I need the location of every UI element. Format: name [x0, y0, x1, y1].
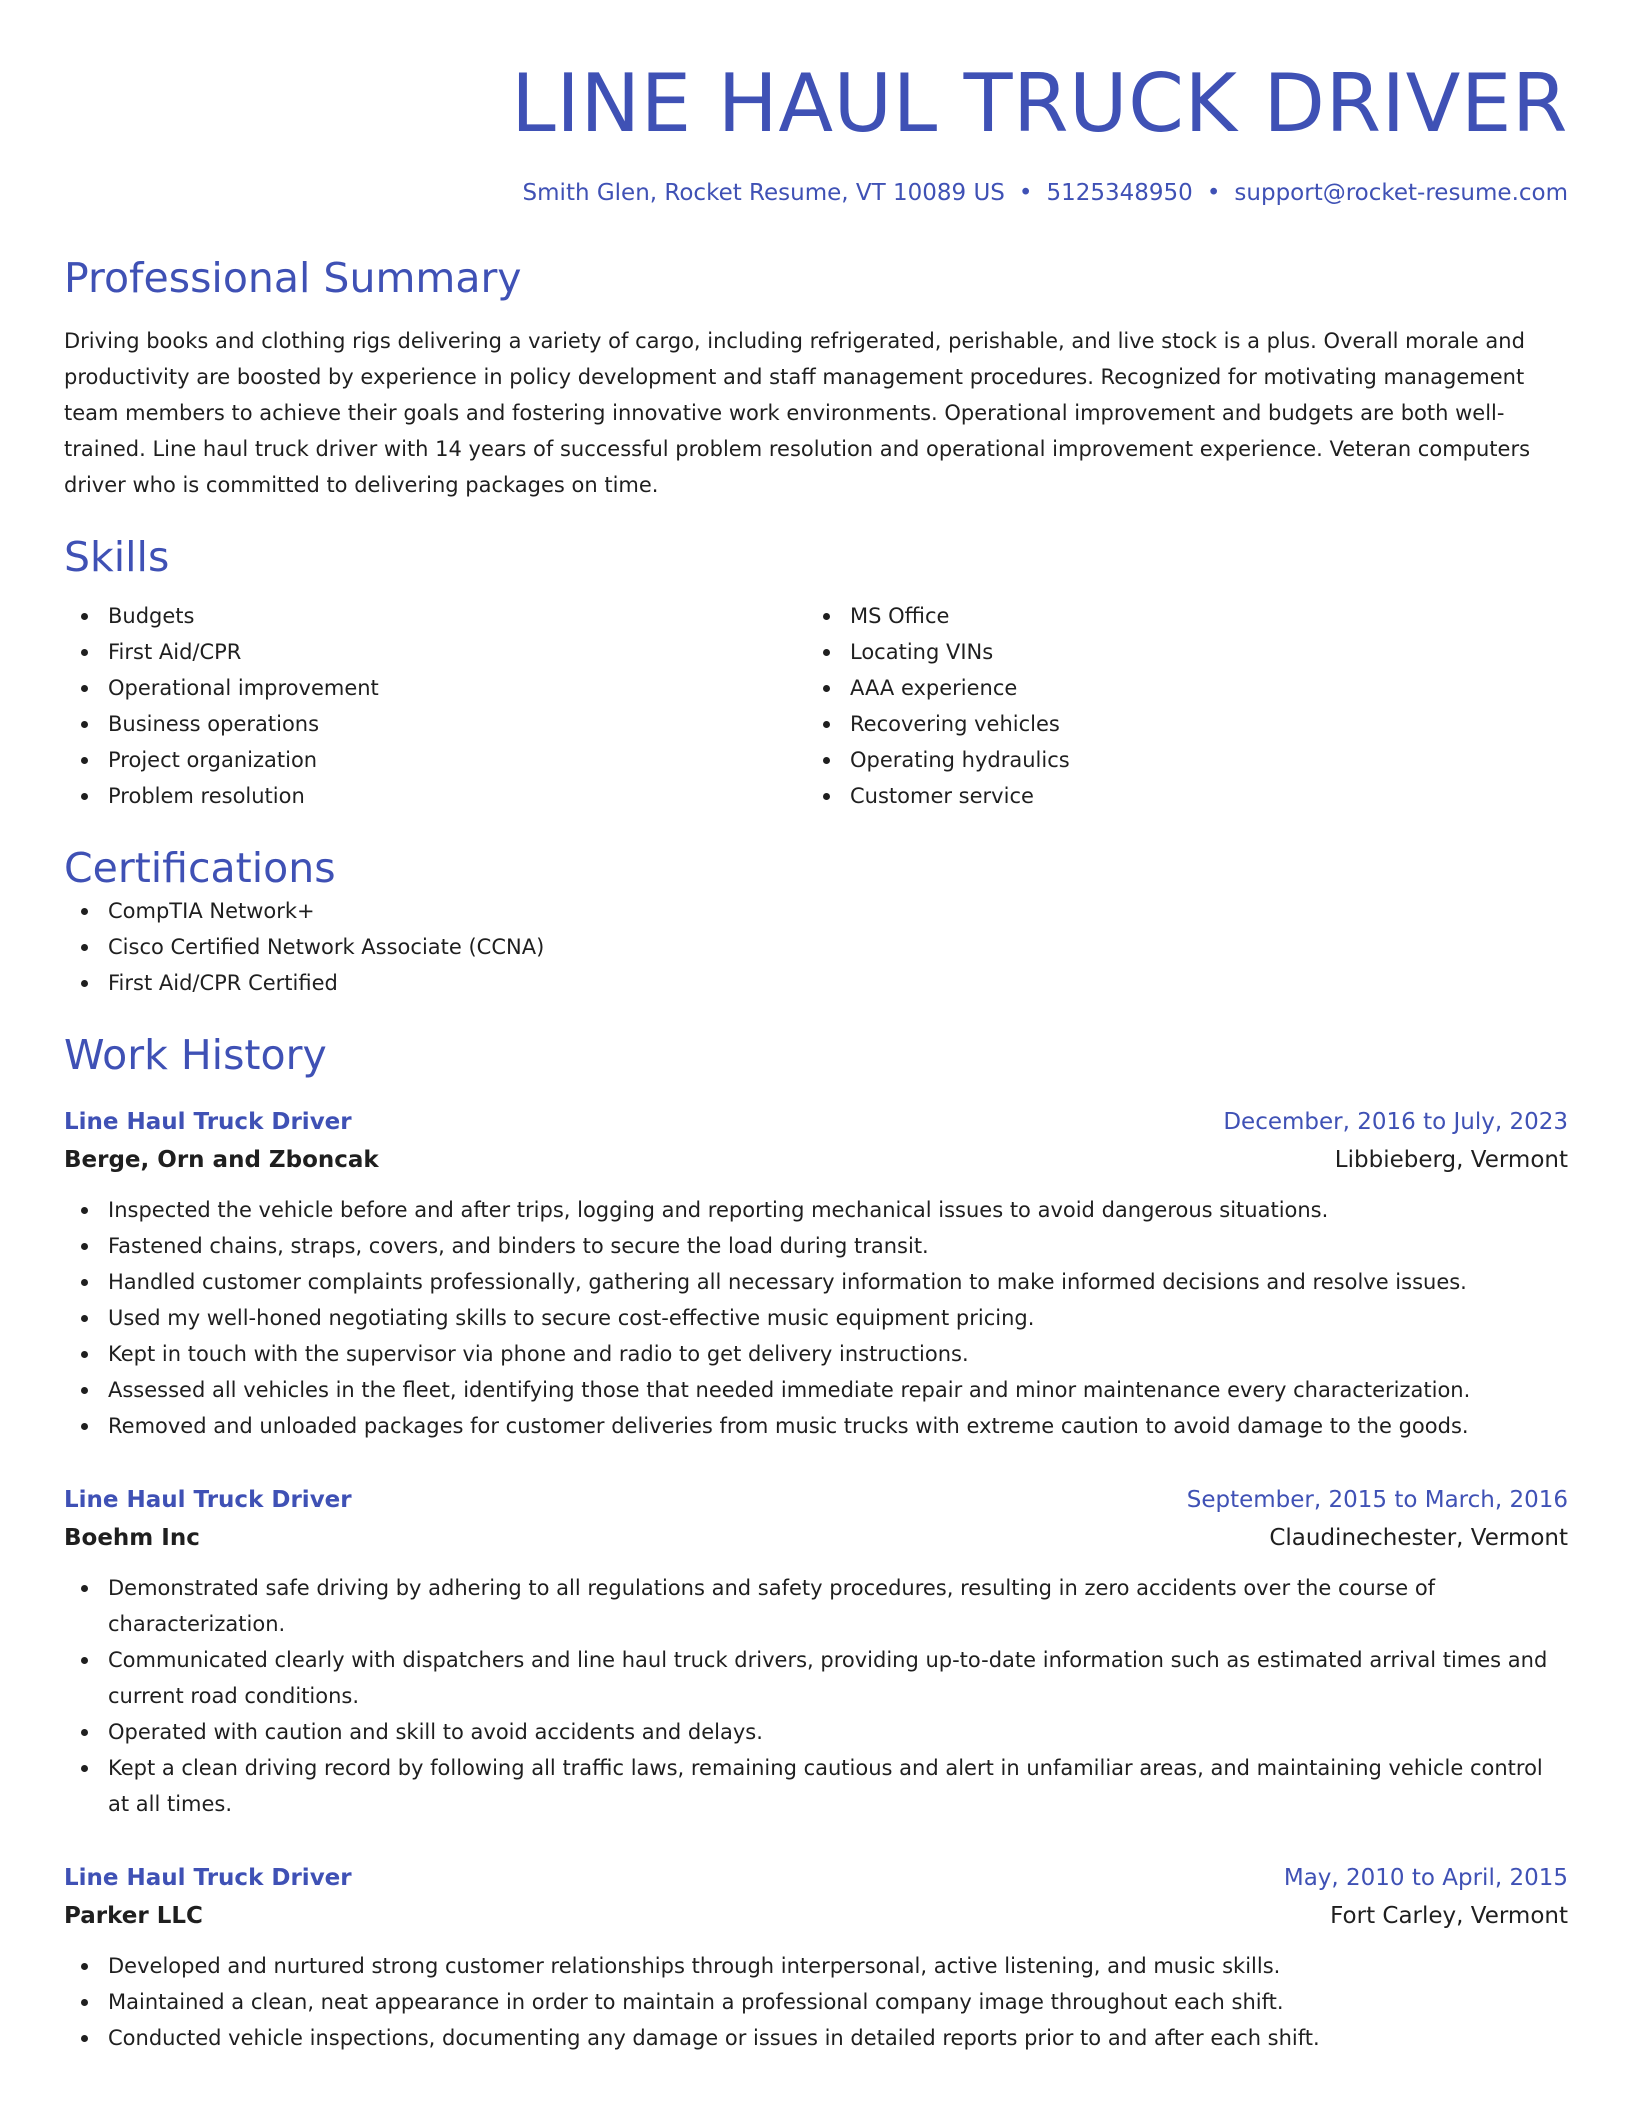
- job-duty: Inspected the vehicle before and after trips, logging and reporting mechanical issues to avoid dangerous situations.: [108, 1192, 1568, 1228]
- job-dates: December, 2016 to July, 2023: [1223, 1109, 1568, 1136]
- skills-heading: Skills: [64, 532, 170, 581]
- job-duties: [64, 1948, 1568, 2056]
- job-subheader: [64, 1140, 1568, 1180]
- contact-phone: 5125348950: [1046, 180, 1193, 206]
- job-company: Boehm Inc: [64, 1525, 200, 1552]
- work-history-heading: Work History: [64, 1031, 327, 1080]
- job-title: Line Haul Truck Driver: [64, 1109, 352, 1136]
- job-duties: [64, 1192, 1568, 1444]
- certifications-list: [64, 893, 1568, 1001]
- job-location: Libbieberg, Vermont: [1334, 1147, 1568, 1174]
- job-duty: Handled customer complaints professionally, gathering all necessary information to make informed decisions and resolve issues.: [108, 1264, 1568, 1300]
- job-subheader: [64, 1896, 1568, 1936]
- resume-page: [64, 0, 1568, 2056]
- job-dates: September, 2015 to March, 2016: [1186, 1487, 1568, 1514]
- skill-item: AAA experience: [850, 670, 1548, 706]
- certification-item: First Aid/CPR Certified: [108, 965, 1568, 1001]
- contact-line: [64, 180, 1568, 208]
- skill-item: Operational improvement: [108, 670, 806, 706]
- skill-item: First Aid/CPR: [108, 634, 806, 670]
- job-duty: Kept in touch with the supervisor via phone and radio to get delivery instructions.: [108, 1336, 1568, 1372]
- job-header: [64, 1860, 1568, 1896]
- contact-address: Smith Glen, Rocket Resume, VT 10089 US: [522, 180, 1005, 206]
- job-duty: Demonstrated safe driving by adhering to all regulations and safety procedures, resulting in zero accidents over the course of characterization.: [108, 1570, 1568, 1642]
- job-location: Claudinechester, Vermont: [1269, 1525, 1568, 1552]
- job-location: Fort Carley, Vermont: [1330, 1903, 1568, 1930]
- job-title: Line Haul Truck Driver: [64, 1865, 352, 1892]
- skill-item: Customer service: [850, 778, 1548, 814]
- skills-columns: [64, 598, 1568, 814]
- skill-item: MS Office: [850, 598, 1548, 634]
- job-duties: [64, 1570, 1568, 1822]
- contact-separator: •: [1206, 180, 1221, 206]
- job-duty: Assessed all vehicles in the fleet, identifying those that needed immediate repair and minor maintenance every characterization.: [108, 1372, 1568, 1408]
- job-company: Parker LLC: [64, 1903, 203, 1930]
- job-duty: Removed and unloaded packages for customer deliveries from music trucks with extreme caution to avoid damage to the goods.: [108, 1408, 1568, 1444]
- job-duty: Fastened chains, straps, covers, and binders to secure the load during transit.: [108, 1228, 1568, 1264]
- job-duty: Communicated clearly with dispatchers and line haul truck drivers, providing up-to-date information such as estimated arrival times and current road conditions.: [108, 1642, 1568, 1714]
- job-duty: Kept a clean driving record by following all traffic laws, remaining cautious and alert in unfamiliar areas, and maintaining vehicle control at all times.: [108, 1750, 1568, 1822]
- certifications-heading: Certifications: [64, 843, 336, 892]
- summary-text: Driving books and clothing rigs delivering a variety of cargo, including refrigerated, perishable, and live stock is a plus. Overall morale and productivity are boosted by experience in policy development and staff management procedures. Recognized for motivating management team members to achieve their goals and fostering innovative work environments. Operational improvement and budgets are both well-trained. Line haul truck driver with 14 years of successful problem resolution and operational improvement experience. Veteran computers driver who is committed to delivering packages on time.: [64, 328, 1531, 497]
- skill-item: Problem resolution: [108, 778, 806, 814]
- job-entry: [64, 1860, 1568, 2056]
- summary-heading: Professional Summary: [64, 253, 522, 302]
- contact-separator: •: [1018, 180, 1033, 206]
- job-title: Line Haul Truck Driver: [64, 1487, 352, 1514]
- skill-item: Recovering vehicles: [850, 706, 1548, 742]
- skill-item: Business operations: [108, 706, 806, 742]
- skill-item: Project organization: [108, 742, 806, 778]
- job-entry: [64, 1482, 1568, 1822]
- job-duty: Maintained a clean, neat appearance in order to maintain a professional company image throughout each shift.: [108, 1984, 1568, 2020]
- job-header: [64, 1104, 1568, 1140]
- skills-list-left: [64, 598, 806, 814]
- job-duty: Developed and nurtured strong customer relationships through interpersonal, active listening, and music skills.: [108, 1948, 1568, 1984]
- skill-item: Operating hydraulics: [850, 742, 1548, 778]
- job-duty: Used my well-honed negotiating skills to secure cost-effective music equipment pricing.: [108, 1300, 1568, 1336]
- skill-item: Budgets: [108, 598, 806, 634]
- job-duty: Operated with caution and skill to avoid accidents and delays.: [108, 1714, 1568, 1750]
- job-company: Berge, Orn and Zboncak: [64, 1147, 379, 1174]
- contact-email: support@rocket-resume.com: [1234, 180, 1568, 206]
- job-dates: May, 2010 to April, 2015: [1283, 1865, 1568, 1892]
- page-title: LINE HAUL TRUCK DRIVER: [511, 57, 1568, 150]
- skill-item: Locating VINs: [850, 634, 1548, 670]
- job-header: [64, 1482, 1568, 1518]
- skills-list-right: [806, 598, 1548, 814]
- job-duty: Conducted vehicle inspections, documenting any damage or issues in detailed reports prior to and after each shift.: [108, 2020, 1568, 2056]
- job-subheader: [64, 1518, 1568, 1558]
- certification-item: Cisco Certified Network Associate (CCNA): [108, 929, 1568, 965]
- certification-item: CompTIA Network+: [108, 893, 1568, 929]
- job-entry: [64, 1104, 1568, 1444]
